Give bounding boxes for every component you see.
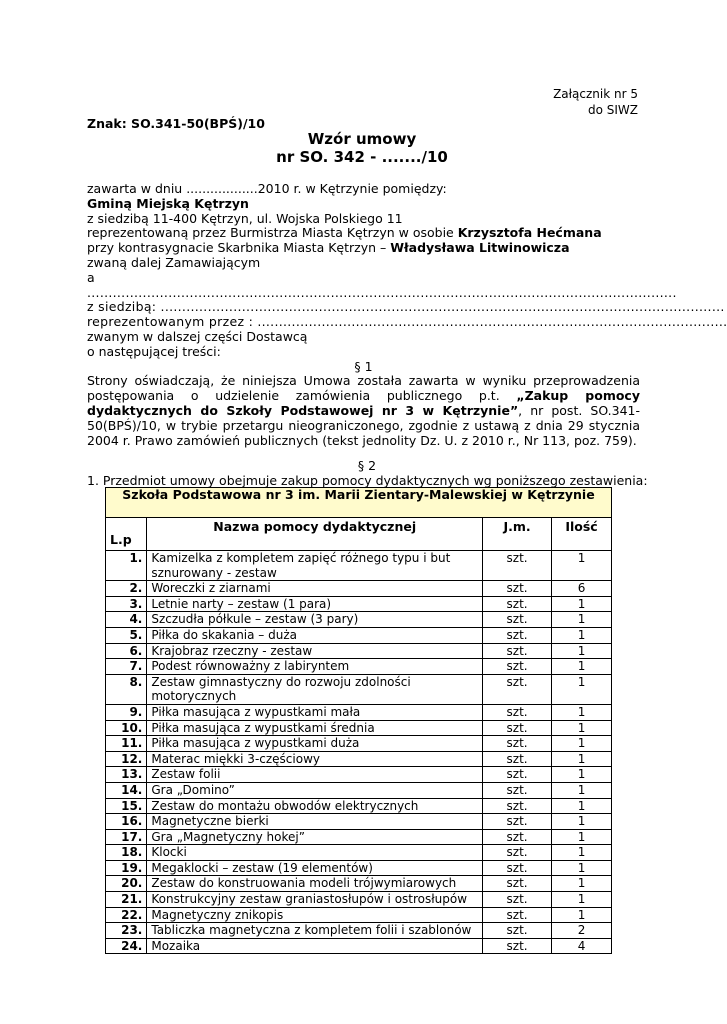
item-name: Szczudła półkule – zestaw (3 pary) (147, 612, 483, 628)
item-name: Piłka do skakania – duża (147, 627, 483, 643)
table-row (106, 845, 612, 861)
table-row (106, 643, 612, 659)
table-row (106, 704, 612, 720)
item-unit: szt. (483, 767, 552, 783)
item-unit: szt. (483, 643, 552, 659)
table-row (106, 674, 612, 704)
table-row (106, 782, 612, 798)
item-quantity: 1 (552, 751, 612, 767)
paragraph-2 (87, 459, 647, 489)
table-row (106, 551, 612, 581)
row-number: 24. (106, 938, 147, 954)
item-name: Gra „Magnetyczny hokej” (147, 829, 483, 845)
item-quantity: 1 (552, 860, 612, 876)
procurement-title: „Zakup pomocy dydaktycznych do Szkoły Podstawowej nr 3 w Kętrzynie” (87, 388, 640, 418)
table-row (106, 751, 612, 767)
treasurer-name: Władysława Litwinowicza (390, 240, 570, 256)
row-number: 10. (106, 720, 147, 736)
item-name: Zestaw gimnastyczny do rozwoju zdolności motorycznych (147, 674, 483, 704)
conjunction-a: a (87, 269, 95, 285)
orderer-label: zwaną dalej Zamawiającym (87, 254, 261, 270)
header-jm: J.m. (483, 518, 552, 551)
item-name: Piłka masująca z wypustkami mała (147, 704, 483, 720)
item-quantity: 1 (552, 674, 612, 704)
row-number: 3. (106, 596, 147, 612)
item-unit: szt. (483, 938, 552, 954)
school-name: Szkoła Podstawowa nr 3 im. Marii Zientary-Malewskiej w Kętrzynie (106, 488, 612, 518)
representative-text: reprezentowaną przez Burmistrza Miasta Kętrzyn w osobie (87, 225, 458, 241)
item-unit: szt. (483, 751, 552, 767)
item-name: Magnetyczne bierki (147, 814, 483, 830)
item-quantity: 1 (552, 798, 612, 814)
row-number: 17. (106, 829, 147, 845)
row-number: 23. (106, 923, 147, 939)
table-row (106, 627, 612, 643)
item-unit: szt. (483, 612, 552, 628)
item-name: Letnie narty – zestaw (1 para) (147, 596, 483, 612)
party-municipality: Gminą Miejską Kętrzyn (87, 195, 249, 211)
item-quantity: 1 (552, 782, 612, 798)
item-unit: szt. (483, 704, 552, 720)
header-lp: L.p (106, 518, 147, 551)
item-quantity: 1 (552, 596, 612, 612)
row-number: 8. (106, 674, 147, 704)
representative-name: Krzysztofa Hećmana (457, 225, 602, 241)
countersign-line (87, 241, 640, 256)
item-quantity: 1 (552, 876, 612, 892)
row-number: 22. (106, 907, 147, 923)
item-name: Magnetyczny znikopis (147, 907, 483, 923)
header-name: Nazwa pomocy dydaktycznej (147, 518, 483, 551)
item-name: Kamizelka z kompletem zapięć różnego typu i but sznurowany - zestaw (147, 551, 483, 581)
municipality-address: z siedzibą 11-400 Kętrzyn, ul. Wojska Polskiego 11 (87, 210, 403, 226)
row-number: 21. (106, 892, 147, 908)
table-row (106, 892, 612, 908)
item-unit: szt. (483, 736, 552, 752)
row-number: 14. (106, 782, 147, 798)
row-number: 11. (106, 736, 147, 752)
item-name: Piłka masująca z wypustkami średnia (147, 720, 483, 736)
item-name: Zestaw do konstruowania modeli trójwymiarowych (147, 876, 483, 892)
table-row (106, 612, 612, 628)
item-unit: szt. (483, 720, 552, 736)
item-name: Megaklocki – zestaw (19 elementów) (147, 860, 483, 876)
item-name: Woreczki z ziarnami (147, 581, 483, 597)
item-name: Podest równoważny z labiryntem (147, 659, 483, 675)
supplier-label: zwanym w dalszej części Dostawcą (87, 328, 308, 344)
item-quantity: 1 (552, 551, 612, 581)
table-header-row (106, 518, 612, 551)
item-name: Mozaika (147, 938, 483, 954)
table-row (106, 659, 612, 675)
paragraph-2-text: 1. Przedmiot umowy obejmuje zakup pomocy dydaktycznych wg poniższego zestawienia: (87, 472, 648, 488)
intro-date-line: zawarta w dniu ..................2010 r. w Kętrzynie pomiędzy: (87, 181, 447, 196)
school-header-row (106, 488, 612, 518)
item-unit: szt. (483, 782, 552, 798)
item-name: Tabliczka magnetyczna z kompletem folii i szablonów (147, 923, 483, 939)
item-name: Piłka masująca z wypustkami duża (147, 736, 483, 752)
supplier-address-blank: z siedzibą: .................................................................................................................................... (87, 299, 725, 315)
contract-parties (87, 181, 727, 448)
item-quantity: 4 (552, 938, 612, 954)
item-quantity: 1 (552, 659, 612, 675)
item-name: Zestaw do montażu obwodów elektrycznych (147, 798, 483, 814)
item-name: Gra „Domino” (147, 782, 483, 798)
contract-number: nr SO. 342 - ......./10 (276, 148, 448, 166)
content-intro: o następującej treści: (87, 343, 221, 359)
item-name: Krajobraz rzeczny - zestaw (147, 643, 483, 659)
table-row (106, 581, 612, 597)
paragraph-1-text (87, 374, 640, 448)
table-row (106, 596, 612, 612)
item-quantity: 1 (552, 720, 612, 736)
row-number: 15. (106, 798, 147, 814)
item-quantity: 2 (552, 923, 612, 939)
item-quantity: 1 (552, 845, 612, 861)
item-quantity: 1 (552, 627, 612, 643)
item-quantity: 6 (552, 581, 612, 597)
reference-number: Znak: SO.341-50(BPŚ)/10 (87, 116, 265, 131)
item-quantity: 1 (552, 907, 612, 923)
table-row (106, 860, 612, 876)
item-unit: szt. (483, 892, 552, 908)
row-number: 2. (106, 581, 147, 597)
table-row (106, 829, 612, 845)
row-number: 9. (106, 704, 147, 720)
representative-line (87, 226, 640, 241)
row-number: 20. (106, 876, 147, 892)
item-quantity: 1 (552, 736, 612, 752)
item-quantity: 1 (552, 767, 612, 783)
table-row (106, 798, 612, 814)
countersign-text: przy kontrasygnacie Skarbnika Miasta Kętrzyn – (87, 240, 391, 256)
table-row (106, 907, 612, 923)
row-number: 18. (106, 845, 147, 861)
item-unit: szt. (483, 876, 552, 892)
item-quantity: 1 (552, 612, 612, 628)
item-quantity: 1 (552, 643, 612, 659)
table-row (106, 767, 612, 783)
table-row (106, 876, 612, 892)
item-quantity: 1 (552, 829, 612, 845)
row-number: 6. (106, 643, 147, 659)
table-row (106, 814, 612, 830)
row-number: 5. (106, 627, 147, 643)
row-number: 4. (106, 612, 147, 628)
item-unit: szt. (483, 551, 552, 581)
paragraph-1-text-b: , nr post. SO.341-50(BPŚ)/10, w trybie przetargu nieograniczonego, zgodnie z ustawą z dnia 29 stycznia 2004 r. Prawo zamówień publicznych (tekst jednolity Dz. U. z 2010 r., Nr 113, poz. 759). (87, 402, 640, 448)
item-unit: szt. (483, 674, 552, 704)
annex-line-1: Załącznik nr 5 (553, 87, 638, 101)
paragraph-1-text-a: Strony oświadczają, że niniejsza Umowa została zawarta w wyniku przeprowadzenia postępowania o udzielenie zamówienia publicznego p.t. (87, 373, 640, 404)
row-number: 1. (106, 551, 147, 581)
annex-label (553, 86, 638, 118)
supplier-representative-blank: reprezentowanym przez : .............................................................................................................. (87, 314, 727, 330)
item-unit: szt. (483, 829, 552, 845)
item-unit: szt. (483, 659, 552, 675)
item-quantity: 1 (552, 892, 612, 908)
row-number: 7. (106, 659, 147, 675)
item-unit: szt. (483, 596, 552, 612)
row-number: 16. (106, 814, 147, 830)
paragraph-2-sign: § 2 (357, 458, 377, 473)
item-unit: szt. (483, 814, 552, 830)
item-name: Materac miękki 3-częściowy (147, 751, 483, 767)
item-quantity: 1 (552, 704, 612, 720)
item-unit: szt. (483, 627, 552, 643)
item-name: Klocki (147, 845, 483, 861)
item-quantity: 1 (552, 814, 612, 830)
item-unit: szt. (483, 798, 552, 814)
row-number: 19. (106, 860, 147, 876)
item-name: Konstrukcyjny zestaw graniastosłupów i ostrosłupów (147, 892, 483, 908)
row-number: 12. (106, 751, 147, 767)
table-row (106, 736, 612, 752)
item-unit: szt. (483, 907, 552, 923)
row-number: 13. (106, 767, 147, 783)
supplier-name-blank: .......................................................................................................................................... (87, 284, 677, 300)
item-unit: szt. (483, 581, 552, 597)
items-table (105, 487, 612, 954)
item-unit: szt. (483, 845, 552, 861)
document-title: Wzór umowy (307, 130, 417, 148)
item-unit: szt. (483, 923, 552, 939)
table-row (106, 720, 612, 736)
item-name: Zestaw folii (147, 767, 483, 783)
annex-line-2: do SIWZ (587, 103, 638, 117)
item-unit: szt. (483, 860, 552, 876)
table-row (106, 923, 612, 939)
paragraph-1-sign: § 1 (354, 358, 373, 374)
header-qty: Ilość (552, 518, 612, 551)
table-row (106, 938, 612, 954)
